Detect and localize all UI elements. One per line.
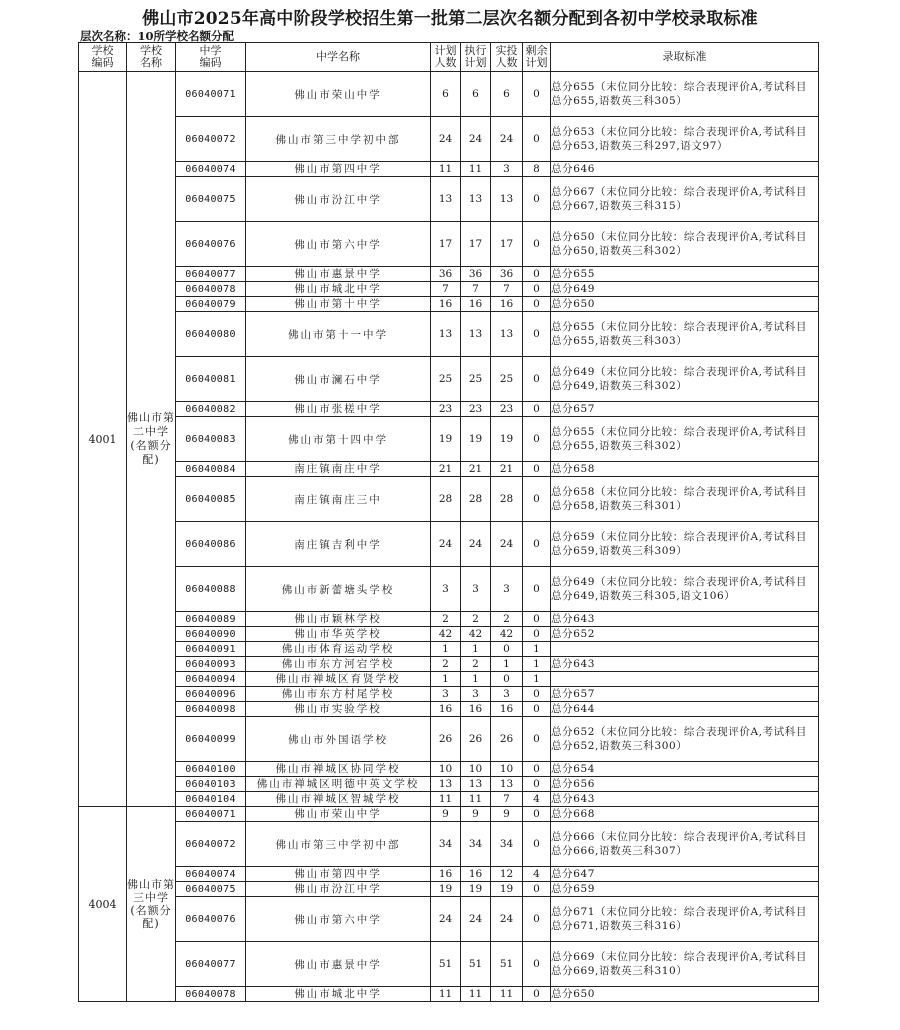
table-row xyxy=(79,357,819,402)
table-body xyxy=(79,72,819,1002)
admission-criteria: 总分643 xyxy=(551,657,819,672)
middle-school-name: 佛山市第六中学 xyxy=(246,897,431,942)
remaining-plan: 0 xyxy=(523,882,551,897)
remaining-plan: 1 xyxy=(523,642,551,657)
middle-school-code: 06040075 xyxy=(176,882,246,897)
plan-count: 24 xyxy=(431,117,461,162)
actual-count: 23 xyxy=(491,402,523,417)
admission-table xyxy=(78,42,819,1002)
table-row xyxy=(79,267,819,282)
header-middle-code: 中学 编码 xyxy=(176,43,246,72)
actual-count: 13 xyxy=(491,777,523,792)
actual-count: 9 xyxy=(491,807,523,822)
admission-criteria: 总分671（末位同分比较：综合表现评价A,考试科目总分671,语数英三科316） xyxy=(551,897,819,942)
table-row xyxy=(79,717,819,762)
admission-criteria: 总分668 xyxy=(551,807,819,822)
admission-criteria: 总分669（末位同分比较：综合表现评价A,考试科目总分669,语数英三科310） xyxy=(551,942,819,987)
exec-plan: 24 xyxy=(461,522,491,567)
admission-criteria: 总分654 xyxy=(551,762,819,777)
middle-school-name: 佛山市华英学校 xyxy=(246,627,431,642)
admission-criteria: 总分643 xyxy=(551,792,819,807)
remaining-plan: 0 xyxy=(523,402,551,417)
middle-school-code: 06040091 xyxy=(176,642,246,657)
exec-plan: 10 xyxy=(461,762,491,777)
actual-count: 12 xyxy=(491,867,523,882)
actual-count: 34 xyxy=(491,822,523,867)
actual-count: 3 xyxy=(491,162,523,177)
exec-plan: 11 xyxy=(461,987,491,1002)
exec-plan: 13 xyxy=(461,312,491,357)
exec-plan: 16 xyxy=(461,297,491,312)
school-name: 佛山市第二中学(名额分配) xyxy=(127,72,176,807)
table-row xyxy=(79,522,819,567)
level-name: 层次名称：10所学校名额分配 xyxy=(80,29,235,43)
middle-school-code: 06040083 xyxy=(176,417,246,462)
table-row xyxy=(79,642,819,657)
middle-school-code: 06040080 xyxy=(176,312,246,357)
admission-criteria: 总分658 xyxy=(551,462,819,477)
table-row xyxy=(79,807,819,822)
middle-school-code: 06040082 xyxy=(176,402,246,417)
remaining-plan: 0 xyxy=(523,987,551,1002)
middle-school-name: 佛山市颖林学校 xyxy=(246,612,431,627)
remaining-plan: 0 xyxy=(523,627,551,642)
middle-school-code: 06040077 xyxy=(176,942,246,987)
exec-plan: 3 xyxy=(461,567,491,612)
table-row xyxy=(79,297,819,312)
middle-school-code: 06040075 xyxy=(176,177,246,222)
exec-plan: 36 xyxy=(461,267,491,282)
exec-plan: 7 xyxy=(461,282,491,297)
middle-school-name: 佛山市惠景中学 xyxy=(246,267,431,282)
middle-school-name: 佛山市东方河宕学校 xyxy=(246,657,431,672)
middle-school-code: 06040071 xyxy=(176,807,246,822)
plan-count: 51 xyxy=(431,942,461,987)
middle-school-name: 佛山市实验学校 xyxy=(246,702,431,717)
remaining-plan: 0 xyxy=(523,312,551,357)
table-row xyxy=(79,162,819,177)
admission-criteria: 总分649（末位同分比较：综合表现评价A,考试科目总分649,语数英三科302） xyxy=(551,357,819,402)
middle-school-name: 佛山市第十中学 xyxy=(246,297,431,312)
remaining-plan: 0 xyxy=(523,822,551,867)
remaining-plan: 0 xyxy=(523,777,551,792)
admission-criteria: 总分649 xyxy=(551,282,819,297)
plan-count: 11 xyxy=(431,792,461,807)
plan-count: 16 xyxy=(431,702,461,717)
plan-count: 1 xyxy=(431,642,461,657)
middle-school-code: 06040078 xyxy=(176,282,246,297)
exec-plan: 23 xyxy=(461,402,491,417)
actual-count: 13 xyxy=(491,177,523,222)
remaining-plan: 0 xyxy=(523,222,551,267)
middle-school-code: 06040104 xyxy=(176,792,246,807)
exec-plan: 2 xyxy=(461,657,491,672)
header-criteria: 录取标准 xyxy=(551,43,819,72)
admission-criteria: 总分655 xyxy=(551,267,819,282)
exec-plan: 19 xyxy=(461,882,491,897)
remaining-plan: 0 xyxy=(523,462,551,477)
table-row xyxy=(79,762,819,777)
admission-criteria: 总分657 xyxy=(551,687,819,702)
table-row xyxy=(79,402,819,417)
table-row xyxy=(79,417,819,462)
remaining-plan: 0 xyxy=(523,807,551,822)
actual-count: 2 xyxy=(491,612,523,627)
middle-school-name: 佛山市新蕾塘头学校 xyxy=(246,567,431,612)
actual-count: 3 xyxy=(491,567,523,612)
middle-school-code: 06040098 xyxy=(176,702,246,717)
plan-count: 25 xyxy=(431,357,461,402)
header-remaining: 剩余 计划 xyxy=(523,43,551,72)
remaining-plan: 0 xyxy=(523,897,551,942)
exec-plan: 13 xyxy=(461,777,491,792)
middle-school-code: 06040099 xyxy=(176,717,246,762)
remaining-plan: 0 xyxy=(523,567,551,612)
actual-count: 7 xyxy=(491,282,523,297)
remaining-plan: 0 xyxy=(523,177,551,222)
table-row xyxy=(79,792,819,807)
exec-plan: 24 xyxy=(461,117,491,162)
actual-count: 17 xyxy=(491,222,523,267)
middle-school-name: 佛山市第十一中学 xyxy=(246,312,431,357)
table-row xyxy=(79,312,819,357)
actual-count: 6 xyxy=(491,72,523,117)
remaining-plan: 0 xyxy=(523,477,551,522)
plan-count: 21 xyxy=(431,462,461,477)
middle-school-name: 南庄镇南庄三中 xyxy=(246,477,431,522)
admission-criteria: 总分646 xyxy=(551,162,819,177)
table-row xyxy=(79,987,819,1002)
actual-count: 42 xyxy=(491,627,523,642)
plan-count: 6 xyxy=(431,72,461,117)
middle-school-name: 佛山市澜石中学 xyxy=(246,357,431,402)
middle-school-code: 06040079 xyxy=(176,297,246,312)
actual-count: 26 xyxy=(491,717,523,762)
remaining-plan: 4 xyxy=(523,792,551,807)
middle-school-name: 南庄镇南庄中学 xyxy=(246,462,431,477)
middle-school-code: 06040072 xyxy=(176,117,246,162)
middle-school-name: 佛山市汾江中学 xyxy=(246,177,431,222)
plan-count: 1 xyxy=(431,672,461,687)
admission-criteria: 总分652（末位同分比较：综合表现评价A,考试科目总分652,语数英三科300） xyxy=(551,717,819,762)
actual-count: 21 xyxy=(491,462,523,477)
admission-criteria: 总分649（末位同分比较：综合表现评价A,考试科目总分649,语数英三科305,语文106） xyxy=(551,567,819,612)
table-row xyxy=(79,282,819,297)
admission-criteria: 总分643 xyxy=(551,612,819,627)
remaining-plan: 0 xyxy=(523,702,551,717)
exec-plan: 21 xyxy=(461,462,491,477)
exec-plan: 17 xyxy=(461,222,491,267)
admission-criteria: 总分653（末位同分比较：综合表现评价A,考试科目总分653,语数英三科297,语文97） xyxy=(551,117,819,162)
remaining-plan: 0 xyxy=(523,357,551,402)
actual-count: 7 xyxy=(491,792,523,807)
exec-plan: 25 xyxy=(461,357,491,402)
middle-school-name: 佛山市荣山中学 xyxy=(246,72,431,117)
plan-count: 7 xyxy=(431,282,461,297)
remaining-plan: 0 xyxy=(523,762,551,777)
plan-count: 28 xyxy=(431,477,461,522)
middle-school-code: 06040074 xyxy=(176,867,246,882)
middle-school-name: 佛山市禅城区育贤学校 xyxy=(246,672,431,687)
middle-school-code: 06040090 xyxy=(176,627,246,642)
middle-school-code: 06040089 xyxy=(176,612,246,627)
middle-school-name: 佛山市第六中学 xyxy=(246,222,431,267)
middle-school-name: 佛山市第四中学 xyxy=(246,162,431,177)
plan-count: 24 xyxy=(431,897,461,942)
exec-plan: 1 xyxy=(461,672,491,687)
table-row xyxy=(79,462,819,477)
table-row xyxy=(79,672,819,687)
exec-plan: 13 xyxy=(461,177,491,222)
middle-school-code: 06040074 xyxy=(176,162,246,177)
admission-criteria: 总分655（末位同分比较：综合表现评价A,考试科目总分655,语数英三科305） xyxy=(551,72,819,117)
actual-count: 28 xyxy=(491,477,523,522)
middle-school-code: 06040076 xyxy=(176,222,246,267)
table-row xyxy=(79,942,819,987)
remaining-plan: 0 xyxy=(523,117,551,162)
middle-school-name: 佛山市惠景中学 xyxy=(246,942,431,987)
middle-school-name: 佛山市第十四中学 xyxy=(246,417,431,462)
middle-school-name: 佛山市第三中学初中部 xyxy=(246,822,431,867)
plan-count: 3 xyxy=(431,687,461,702)
middle-school-code: 06040096 xyxy=(176,687,246,702)
remaining-plan: 0 xyxy=(523,267,551,282)
remaining-plan: 0 xyxy=(523,717,551,762)
exec-plan: 34 xyxy=(461,822,491,867)
exec-plan: 9 xyxy=(461,807,491,822)
middle-school-code: 06040078 xyxy=(176,987,246,1002)
plan-count: 24 xyxy=(431,522,461,567)
exec-plan: 11 xyxy=(461,792,491,807)
table-row xyxy=(79,702,819,717)
actual-count: 19 xyxy=(491,417,523,462)
middle-school-name: 佛山市荣山中学 xyxy=(246,807,431,822)
actual-count: 1 xyxy=(491,657,523,672)
school-code: 4004 xyxy=(79,807,127,1002)
actual-count: 11 xyxy=(491,987,523,1002)
actual-count: 51 xyxy=(491,942,523,987)
remaining-plan: 0 xyxy=(523,942,551,987)
plan-count: 13 xyxy=(431,312,461,357)
middle-school-code: 06040077 xyxy=(176,267,246,282)
exec-plan: 24 xyxy=(461,897,491,942)
plan-count: 16 xyxy=(431,867,461,882)
middle-school-code: 06040100 xyxy=(176,762,246,777)
middle-school-name: 佛山市第四中学 xyxy=(246,867,431,882)
actual-count: 0 xyxy=(491,642,523,657)
middle-school-name: 佛山市禅城区协同学校 xyxy=(246,762,431,777)
header-middle-name: 中学名称 xyxy=(246,43,431,72)
admission-criteria: 总分666（末位同分比较：综合表现评价A,考试科目总分666,语数英三科307） xyxy=(551,822,819,867)
exec-plan: 16 xyxy=(461,867,491,882)
remaining-plan: 0 xyxy=(523,282,551,297)
exec-plan: 6 xyxy=(461,72,491,117)
actual-count: 36 xyxy=(491,267,523,282)
middle-school-code: 06040085 xyxy=(176,477,246,522)
plan-count: 11 xyxy=(431,162,461,177)
middle-school-code: 06040094 xyxy=(176,672,246,687)
middle-school-name: 南庄镇吉利中学 xyxy=(246,522,431,567)
exec-plan: 26 xyxy=(461,717,491,762)
middle-school-code: 06040071 xyxy=(176,72,246,117)
plan-count: 3 xyxy=(431,567,461,612)
remaining-plan: 8 xyxy=(523,162,551,177)
plan-count: 34 xyxy=(431,822,461,867)
admission-criteria xyxy=(551,672,819,687)
admission-criteria: 总分657 xyxy=(551,402,819,417)
admission-criteria: 总分652 xyxy=(551,627,819,642)
header-school-code: 学校 编码 xyxy=(79,43,127,72)
middle-school-name: 佛山市城北中学 xyxy=(246,282,431,297)
middle-school-name: 佛山市外国语学校 xyxy=(246,717,431,762)
table-row xyxy=(79,177,819,222)
exec-plan: 16 xyxy=(461,702,491,717)
actual-count: 19 xyxy=(491,882,523,897)
actual-count: 25 xyxy=(491,357,523,402)
plan-count: 11 xyxy=(431,987,461,1002)
admission-criteria: 总分650 xyxy=(551,987,819,1002)
exec-plan: 1 xyxy=(461,642,491,657)
table-row xyxy=(79,117,819,162)
plan-count: 9 xyxy=(431,807,461,822)
actual-count: 10 xyxy=(491,762,523,777)
remaining-plan: 0 xyxy=(523,612,551,627)
plan-count: 13 xyxy=(431,777,461,792)
exec-plan: 51 xyxy=(461,942,491,987)
table-row xyxy=(79,822,819,867)
admission-criteria: 总分655（末位同分比较：综合表现评价A,考试科目总分655,语数英三科302） xyxy=(551,417,819,462)
remaining-plan: 4 xyxy=(523,867,551,882)
document-title: 佛山市2025年高中阶段学校招生第一批第二层次名额分配到各初中学校录取标准 xyxy=(142,9,758,29)
exec-plan: 19 xyxy=(461,417,491,462)
middle-school-code: 06040093 xyxy=(176,657,246,672)
admission-criteria: 总分655（末位同分比较：综合表现评价A,考试科目总分655,语数英三科303） xyxy=(551,312,819,357)
table-row xyxy=(79,627,819,642)
actual-count: 0 xyxy=(491,672,523,687)
remaining-plan: 0 xyxy=(523,687,551,702)
actual-count: 13 xyxy=(491,312,523,357)
remaining-plan: 1 xyxy=(523,657,551,672)
header-plan: 计划 人数 xyxy=(431,43,461,72)
exec-plan: 3 xyxy=(461,687,491,702)
school-code: 4001 xyxy=(79,72,127,807)
admission-criteria: 总分647 xyxy=(551,867,819,882)
table-row xyxy=(79,882,819,897)
actual-count: 3 xyxy=(491,687,523,702)
table-row xyxy=(79,567,819,612)
actual-count: 24 xyxy=(491,897,523,942)
actual-count: 16 xyxy=(491,297,523,312)
plan-count: 2 xyxy=(431,657,461,672)
middle-school-code: 06040081 xyxy=(176,357,246,402)
middle-school-name: 佛山市东方村尾学校 xyxy=(246,687,431,702)
middle-school-code: 06040086 xyxy=(176,522,246,567)
plan-count: 19 xyxy=(431,417,461,462)
middle-school-name: 佛山市体育运动学校 xyxy=(246,642,431,657)
exec-plan: 2 xyxy=(461,612,491,627)
table-row xyxy=(79,72,819,117)
admission-criteria: 总分644 xyxy=(551,702,819,717)
middle-school-name: 佛山市禅城区明德中英文学校 xyxy=(246,777,431,792)
middle-school-code: 06040088 xyxy=(176,567,246,612)
plan-count: 2 xyxy=(431,612,461,627)
exec-plan: 42 xyxy=(461,627,491,642)
middle-school-code: 06040076 xyxy=(176,897,246,942)
header-school-name: 学校 名称 xyxy=(127,43,176,72)
table-row xyxy=(79,867,819,882)
plan-count: 26 xyxy=(431,717,461,762)
table-row xyxy=(79,477,819,522)
admission-criteria: 总分650（末位同分比较：综合表现评价A,考试科目总分650,语数英三科302） xyxy=(551,222,819,267)
middle-school-code: 06040084 xyxy=(176,462,246,477)
exec-plan: 11 xyxy=(461,162,491,177)
admission-criteria: 总分659（末位同分比较：综合表现评价A,考试科目总分659,语数英三科309） xyxy=(551,522,819,567)
plan-count: 36 xyxy=(431,267,461,282)
header-exec: 执行 计划 xyxy=(461,43,491,72)
middle-school-name: 佛山市汾江中学 xyxy=(246,882,431,897)
remaining-plan: 0 xyxy=(523,297,551,312)
table-row xyxy=(79,612,819,627)
remaining-plan: 0 xyxy=(523,417,551,462)
actual-count: 24 xyxy=(491,117,523,162)
plan-count: 17 xyxy=(431,222,461,267)
middle-school-code: 06040103 xyxy=(176,777,246,792)
table-row xyxy=(79,687,819,702)
middle-school-name: 佛山市城北中学 xyxy=(246,987,431,1002)
table-row xyxy=(79,222,819,267)
admission-criteria: 总分667（末位同分比较：综合表现评价A,考试科目总分667,语数英三科315） xyxy=(551,177,819,222)
header-actual: 实投 人数 xyxy=(491,43,523,72)
middle-school-name: 佛山市张槎中学 xyxy=(246,402,431,417)
actual-count: 16 xyxy=(491,702,523,717)
header-row xyxy=(79,43,819,72)
remaining-plan: 1 xyxy=(523,672,551,687)
admission-criteria xyxy=(551,642,819,657)
table-row xyxy=(79,897,819,942)
table-row xyxy=(79,777,819,792)
plan-count: 42 xyxy=(431,627,461,642)
admission-criteria: 总分659 xyxy=(551,882,819,897)
middle-school-name: 佛山市第三中学初中部 xyxy=(246,117,431,162)
plan-count: 23 xyxy=(431,402,461,417)
actual-count: 24 xyxy=(491,522,523,567)
plan-count: 16 xyxy=(431,297,461,312)
remaining-plan: 0 xyxy=(523,72,551,117)
admission-criteria: 总分656 xyxy=(551,777,819,792)
table-row xyxy=(79,657,819,672)
school-name: 佛山市第三中学(名额分配) xyxy=(127,807,176,1002)
middle-school-code: 06040072 xyxy=(176,822,246,867)
plan-count: 13 xyxy=(431,177,461,222)
exec-plan: 28 xyxy=(461,477,491,522)
admission-criteria: 总分650 xyxy=(551,297,819,312)
middle-school-name: 佛山市禅城区智城学校 xyxy=(246,792,431,807)
plan-count: 19 xyxy=(431,882,461,897)
remaining-plan: 0 xyxy=(523,522,551,567)
admission-criteria: 总分658（末位同分比较：综合表现评价A,考试科目总分658,语数英三科301） xyxy=(551,477,819,522)
plan-count: 10 xyxy=(431,762,461,777)
